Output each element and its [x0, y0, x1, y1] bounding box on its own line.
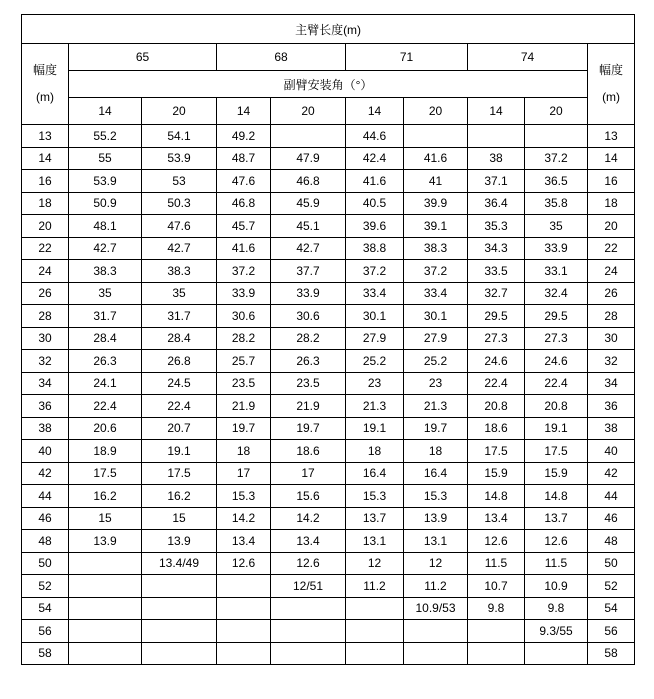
capacity-cell: 45.7 [217, 215, 271, 238]
capacity-cell: 35.8 [525, 192, 588, 215]
table-row [22, 372, 635, 395]
capacity-cell: 9.3/55 [525, 620, 588, 643]
table-row [22, 215, 635, 238]
capacity-cell: 17.5 [525, 440, 588, 463]
capacity-cell: 24.1 [69, 372, 142, 395]
capacity-cell: 13.1 [404, 530, 468, 553]
radius-cell: 26 [22, 282, 69, 305]
capacity-cell: 47.6 [142, 215, 217, 238]
angle-header: 20 [142, 98, 217, 125]
capacity-cell: 36.5 [525, 170, 588, 193]
radius-cell: 16 [588, 170, 635, 193]
capacity-cell: 10.7 [468, 575, 525, 598]
capacity-cell: 45.1 [271, 215, 346, 238]
capacity-cell [346, 620, 404, 643]
capacity-cell: 15.3 [404, 485, 468, 508]
radius-cell: 44 [588, 485, 635, 508]
capacity-cell: 28.4 [69, 327, 142, 350]
radius-cell: 58 [22, 642, 69, 665]
capacity-cell: 28.2 [217, 327, 271, 350]
table-row [22, 237, 635, 260]
capacity-cell: 47.6 [217, 170, 271, 193]
capacity-cell: 23.5 [217, 372, 271, 395]
capacity-cell: 15.6 [271, 485, 346, 508]
capacity-cell: 16.2 [69, 485, 142, 508]
boom-length-68: 68 [217, 44, 346, 71]
radius-cell: 46 [22, 507, 69, 530]
capacity-cell: 35.3 [468, 215, 525, 238]
table-row [22, 282, 635, 305]
capacity-cell: 48.1 [69, 215, 142, 238]
capacity-cell: 14.2 [217, 507, 271, 530]
capacity-cell: 53.9 [69, 170, 142, 193]
capacity-cell: 28.4 [142, 327, 217, 350]
capacity-cell: 44.6 [346, 125, 404, 148]
capacity-cell: 16.4 [346, 462, 404, 485]
table-row [22, 485, 635, 508]
radius-cell: 52 [588, 575, 635, 598]
capacity-cell: 18.9 [69, 440, 142, 463]
capacity-cell: 13.9 [404, 507, 468, 530]
capacity-cell [69, 552, 142, 575]
radius-cell: 26 [588, 282, 635, 305]
capacity-cell: 26.3 [271, 350, 346, 373]
angle-header: 14 [468, 98, 525, 125]
radius-cell: 50 [22, 552, 69, 575]
table-row [22, 462, 635, 485]
capacity-cell: 18 [404, 440, 468, 463]
capacity-cell: 15.3 [217, 485, 271, 508]
capacity-cell: 37.2 [525, 147, 588, 170]
capacity-cell [69, 642, 142, 665]
capacity-cell [217, 620, 271, 643]
capacity-cell: 15.9 [468, 462, 525, 485]
capacity-cell: 41.6 [217, 237, 271, 260]
capacity-cell: 25.7 [217, 350, 271, 373]
boom-length-65: 65 [69, 44, 217, 71]
capacity-cell: 42.7 [69, 237, 142, 260]
capacity-cell: 10.9/53 [404, 597, 468, 620]
radius-cell: 14 [22, 147, 69, 170]
capacity-cell: 40.5 [346, 192, 404, 215]
capacity-cell [271, 620, 346, 643]
radius-cell: 36 [588, 395, 635, 418]
radius-cell: 20 [22, 215, 69, 238]
radius-cell: 56 [588, 620, 635, 643]
capacity-cell [346, 642, 404, 665]
capacity-cell: 20.8 [468, 395, 525, 418]
capacity-cell: 12.6 [271, 552, 346, 575]
radius-cell: 44 [22, 485, 69, 508]
table-row [22, 125, 635, 148]
capacity-cell: 38 [468, 147, 525, 170]
capacity-cell: 21.9 [217, 395, 271, 418]
capacity-cell: 15.9 [525, 462, 588, 485]
capacity-cell: 26.8 [142, 350, 217, 373]
capacity-cell: 55.2 [69, 125, 142, 148]
capacity-cell: 19.7 [271, 417, 346, 440]
capacity-cell [404, 125, 468, 148]
capacity-cell [525, 642, 588, 665]
capacity-cell: 15 [142, 507, 217, 530]
capacity-cell: 54.1 [142, 125, 217, 148]
capacity-cell: 19.1 [142, 440, 217, 463]
capacity-cell: 20.7 [142, 417, 217, 440]
capacity-cell: 12.6 [217, 552, 271, 575]
table-row [22, 305, 635, 328]
radius-cell: 38 [22, 417, 69, 440]
boom-length-71: 71 [346, 44, 468, 71]
capacity-cell: 55 [69, 147, 142, 170]
radius-cell: 40 [588, 440, 635, 463]
capacity-cell: 12 [346, 552, 404, 575]
radius-cell: 34 [588, 372, 635, 395]
radius-label: 幅度 [599, 63, 624, 77]
capacity-cell [142, 642, 217, 665]
capacity-cell: 33.9 [271, 282, 346, 305]
capacity-cell [468, 642, 525, 665]
capacity-cell: 36.4 [468, 192, 525, 215]
radius-cell: 40 [22, 440, 69, 463]
capacity-cell: 12.6 [468, 530, 525, 553]
capacity-cell [69, 575, 142, 598]
capacity-cell: 13.9 [142, 530, 217, 553]
radius-unit: (m) [602, 90, 621, 104]
capacity-cell [525, 125, 588, 148]
capacity-cell: 9.8 [525, 597, 588, 620]
capacity-cell: 32.7 [468, 282, 525, 305]
capacity-cell: 24.6 [468, 350, 525, 373]
capacity-cell: 30.6 [217, 305, 271, 328]
capacity-cell: 50.9 [69, 192, 142, 215]
capacity-cell: 21.3 [404, 395, 468, 418]
capacity-cell: 35 [69, 282, 142, 305]
radius-cell: 22 [22, 237, 69, 260]
capacity-cell [217, 597, 271, 620]
radius-cell: 42 [22, 462, 69, 485]
capacity-cell [271, 642, 346, 665]
capacity-cell: 37.7 [271, 260, 346, 283]
capacity-cell: 21.9 [271, 395, 346, 418]
table-row [22, 395, 635, 418]
capacity-cell: 21.3 [346, 395, 404, 418]
radius-cell: 38 [588, 417, 635, 440]
angle-header: 20 [404, 98, 468, 125]
capacity-cell: 13.1 [346, 530, 404, 553]
capacity-cell [142, 620, 217, 643]
capacity-cell: 26.3 [69, 350, 142, 373]
radius-cell: 34 [22, 372, 69, 395]
radius-cell: 16 [22, 170, 69, 193]
capacity-cell: 16.4 [404, 462, 468, 485]
capacity-cell: 13.7 [525, 507, 588, 530]
capacity-cell: 22.4 [525, 372, 588, 395]
radius-cell: 14 [588, 147, 635, 170]
capacity-cell: 12 [404, 552, 468, 575]
table-row [22, 597, 635, 620]
capacity-cell: 19.1 [346, 417, 404, 440]
table-row [22, 440, 635, 463]
radius-cell: 24 [588, 260, 635, 283]
radius-cell: 32 [588, 350, 635, 373]
capacity-cell: 27.9 [404, 327, 468, 350]
capacity-cell: 25.2 [404, 350, 468, 373]
capacity-cell: 33.9 [525, 237, 588, 260]
radius-cell: 42 [588, 462, 635, 485]
capacity-cell: 18 [346, 440, 404, 463]
table-row [22, 170, 635, 193]
capacity-cell: 17.5 [142, 462, 217, 485]
capacity-cell: 37.1 [468, 170, 525, 193]
radius-cell: 54 [588, 597, 635, 620]
capacity-cell: 49.2 [217, 125, 271, 148]
capacity-cell: 47.9 [271, 147, 346, 170]
capacity-cell: 22.4 [468, 372, 525, 395]
capacity-cell: 41 [404, 170, 468, 193]
capacity-cell: 17 [271, 462, 346, 485]
capacity-cell: 13.4 [217, 530, 271, 553]
capacity-cell [217, 575, 271, 598]
capacity-cell: 42.7 [271, 237, 346, 260]
capacity-cell: 23 [404, 372, 468, 395]
capacity-cell: 13.4/49 [142, 552, 217, 575]
capacity-cell: 16.2 [142, 485, 217, 508]
table-title: 主臂长度(m) [22, 15, 635, 44]
capacity-cell: 28.2 [271, 327, 346, 350]
angle-header: 20 [525, 98, 588, 125]
radius-cell: 56 [22, 620, 69, 643]
capacity-cell: 11.5 [525, 552, 588, 575]
angle-header: 14 [346, 98, 404, 125]
table-row [22, 620, 635, 643]
capacity-cell: 11.5 [468, 552, 525, 575]
radius-cell: 36 [22, 395, 69, 418]
capacity-cell: 22.4 [69, 395, 142, 418]
capacity-cell: 29.5 [468, 305, 525, 328]
capacity-cell: 38.3 [69, 260, 142, 283]
capacity-cell: 45.9 [271, 192, 346, 215]
radius-cell: 52 [22, 575, 69, 598]
radius-cell: 48 [588, 530, 635, 553]
capacity-cell: 13.7 [346, 507, 404, 530]
table-row [22, 575, 635, 598]
capacity-cell [69, 620, 142, 643]
capacity-cell: 23 [346, 372, 404, 395]
capacity-cell: 11.2 [404, 575, 468, 598]
capacity-cell: 46.8 [271, 170, 346, 193]
capacity-cell: 17.5 [468, 440, 525, 463]
capacity-cell: 12/51 [271, 575, 346, 598]
capacity-cell: 11.2 [346, 575, 404, 598]
capacity-cell: 15.3 [346, 485, 404, 508]
capacity-cell: 14.2 [271, 507, 346, 530]
capacity-cell [468, 620, 525, 643]
radius-cell: 13 [22, 125, 69, 148]
table-row [22, 260, 635, 283]
capacity-cell: 27.3 [525, 327, 588, 350]
capacity-cell: 38.3 [142, 260, 217, 283]
capacity-cell: 38.3 [404, 237, 468, 260]
capacity-cell: 14.8 [525, 485, 588, 508]
capacity-cell: 18 [217, 440, 271, 463]
load-chart-table [21, 14, 635, 665]
capacity-cell: 29.5 [525, 305, 588, 328]
radius-cell: 13 [588, 125, 635, 148]
radius-unit: (m) [36, 90, 54, 104]
capacity-cell: 13.4 [468, 507, 525, 530]
capacity-cell [69, 597, 142, 620]
radius-cell: 22 [588, 237, 635, 260]
capacity-cell: 42.4 [346, 147, 404, 170]
capacity-cell: 19.7 [404, 417, 468, 440]
angle-header: 14 [69, 98, 142, 125]
radius-cell: 32 [22, 350, 69, 373]
capacity-cell: 27.9 [346, 327, 404, 350]
capacity-cell: 15 [69, 507, 142, 530]
capacity-cell [468, 125, 525, 148]
capacity-cell: 18.6 [468, 417, 525, 440]
table-row [22, 507, 635, 530]
table-row [22, 147, 635, 170]
capacity-cell: 32.4 [525, 282, 588, 305]
capacity-cell: 37.2 [346, 260, 404, 283]
radius-cell: 28 [22, 305, 69, 328]
radius-cell: 48 [22, 530, 69, 553]
capacity-cell: 33.4 [346, 282, 404, 305]
capacity-cell: 9.8 [468, 597, 525, 620]
capacity-cell: 35 [142, 282, 217, 305]
capacity-cell: 22.4 [142, 395, 217, 418]
capacity-cell: 30.1 [404, 305, 468, 328]
boom-length-74: 74 [468, 44, 588, 71]
table-row [22, 552, 635, 575]
capacity-cell: 33.1 [525, 260, 588, 283]
capacity-cell: 33.4 [404, 282, 468, 305]
capacity-cell: 10.9 [525, 575, 588, 598]
capacity-cell: 19.1 [525, 417, 588, 440]
angle-header: 20 [271, 98, 346, 125]
radius-header-right [588, 44, 635, 125]
capacity-cell: 46.8 [217, 192, 271, 215]
table-row [22, 327, 635, 350]
capacity-cell: 39.9 [404, 192, 468, 215]
radius-header-left [22, 44, 69, 125]
capacity-cell: 24.5 [142, 372, 217, 395]
capacity-cell: 37.2 [404, 260, 468, 283]
radius-cell: 18 [22, 192, 69, 215]
capacity-cell: 31.7 [69, 305, 142, 328]
capacity-cell: 23.5 [271, 372, 346, 395]
capacity-cell: 39.1 [404, 215, 468, 238]
table-row [22, 350, 635, 373]
capacity-cell: 39.6 [346, 215, 404, 238]
capacity-cell: 13.9 [69, 530, 142, 553]
capacity-cell: 42.7 [142, 237, 217, 260]
radius-cell: 54 [22, 597, 69, 620]
capacity-cell: 27.3 [468, 327, 525, 350]
capacity-cell [404, 642, 468, 665]
table-row [22, 530, 635, 553]
capacity-cell: 38.8 [346, 237, 404, 260]
radius-cell: 58 [588, 642, 635, 665]
capacity-cell [142, 575, 217, 598]
capacity-cell: 30.6 [271, 305, 346, 328]
radius-cell: 24 [22, 260, 69, 283]
capacity-cell: 19.7 [217, 417, 271, 440]
jib-angle-header: 副臂安装角（°） [69, 71, 588, 98]
capacity-cell: 18.6 [271, 440, 346, 463]
capacity-cell: 50.3 [142, 192, 217, 215]
capacity-cell: 34.3 [468, 237, 525, 260]
capacity-cell: 48.7 [217, 147, 271, 170]
capacity-cell: 37.2 [217, 260, 271, 283]
capacity-cell: 41.6 [346, 170, 404, 193]
capacity-cell: 24.6 [525, 350, 588, 373]
capacity-cell: 30.1 [346, 305, 404, 328]
radius-cell: 30 [588, 327, 635, 350]
capacity-cell [346, 597, 404, 620]
capacity-cell: 20.6 [69, 417, 142, 440]
capacity-cell: 31.7 [142, 305, 217, 328]
table-row [22, 642, 635, 665]
capacity-cell: 25.2 [346, 350, 404, 373]
radius-cell: 20 [588, 215, 635, 238]
capacity-cell: 53.9 [142, 147, 217, 170]
capacity-cell: 41.6 [404, 147, 468, 170]
radius-label: 幅度 [32, 63, 57, 77]
capacity-cell [217, 642, 271, 665]
capacity-cell: 35 [525, 215, 588, 238]
capacity-cell: 17 [217, 462, 271, 485]
capacity-cell: 12.6 [525, 530, 588, 553]
capacity-cell [142, 597, 217, 620]
capacity-cell: 33.5 [468, 260, 525, 283]
capacity-cell: 13.4 [271, 530, 346, 553]
capacity-cell [271, 597, 346, 620]
capacity-cell [271, 125, 346, 148]
capacity-cell [404, 620, 468, 643]
capacity-cell: 17.5 [69, 462, 142, 485]
capacity-cell: 33.9 [217, 282, 271, 305]
radius-cell: 50 [588, 552, 635, 575]
table-row [22, 192, 635, 215]
capacity-cell: 53 [142, 170, 217, 193]
table-row [22, 417, 635, 440]
radius-cell: 18 [588, 192, 635, 215]
capacity-cell: 20.8 [525, 395, 588, 418]
radius-cell: 30 [22, 327, 69, 350]
radius-cell: 46 [588, 507, 635, 530]
capacity-cell: 14.8 [468, 485, 525, 508]
angle-header: 14 [217, 98, 271, 125]
radius-cell: 28 [588, 305, 635, 328]
